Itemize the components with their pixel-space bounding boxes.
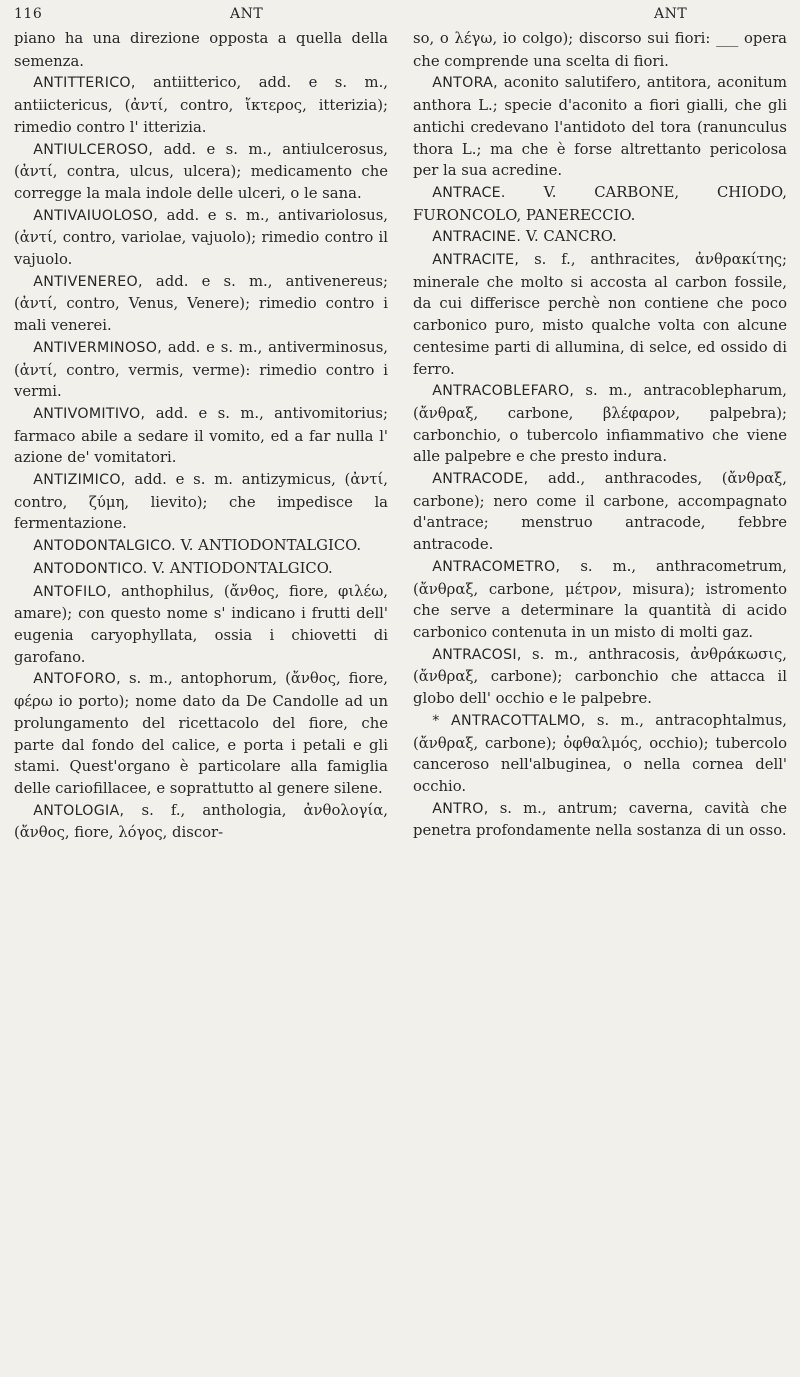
entry-headword: ANTIVENEREO, (33, 273, 143, 290)
entry-headword: ANTRACITE, (432, 252, 520, 269)
entry-headword: ANTIZIMICO, (33, 472, 126, 489)
entry-definition: antiitterico, add. e s. m., antiictericus, (ἀντί, contro, ἴκτερος, itterizia); rimedio contro l' itterizia. (14, 74, 388, 136)
entry-definition: add. e s. m., antiulcerosus, (ἀντί, contra, ulcus, ulcera); medicamento che corregge la mala indole delle ulceri, o le sana. (14, 140, 388, 202)
entry-headword: ANTORA, (432, 75, 498, 92)
dictionary-entry (14, 271, 388, 337)
page-number: 116 (14, 6, 43, 22)
dictionary-entry (14, 535, 388, 558)
entry-headword: ANTIULCEROSO, (33, 141, 154, 158)
entry-headword: ANTIVAIUOLOSO, (33, 207, 159, 224)
dictionary-entry (14, 668, 388, 799)
dictionary-entry (14, 581, 388, 669)
dictionary-entry (413, 72, 787, 182)
entry-headword: ANTOFILO, (33, 583, 112, 600)
dictionary-entry (413, 798, 787, 842)
entry-definition: add. e s. m. antizymicus, (ἀντί, contro, ζύμη, lievito); che impedisce la fermentazione. (14, 471, 388, 533)
entry-headword: * ANTRACOTTALMO, (432, 712, 586, 729)
entry-definition: s. m., antracophtalmus, (ἄνθραξ, carbone); ὀφθαλμός, occhio); tubercolo canceroso nell'albuginea, o nella cornea dell' occhio. (413, 711, 787, 795)
dictionary-entry (413, 468, 787, 556)
right-running-word: ANT (654, 6, 688, 22)
entry-headword: ANTOFORO, (33, 671, 121, 688)
entry-definition: V. ANTIODONTALGICO. (175, 537, 362, 555)
dictionary-entry (14, 337, 388, 403)
entry-headword: ANTOLOGIA, (33, 802, 125, 819)
entry-definition: s. m., antrum; caverna, cavità che penetra profondamente nella sostanza di un osso. (413, 799, 787, 840)
left-column (14, 28, 388, 844)
entry-definition: s. m., antophorum, (ἄνθος, fiore, φέρω io porto); nome dato da De Candolle ad un prolungamento del ricettacolo del fiore, che parte dal fondo del calice, e porta i petali e gli stami. Quest'organo è particolare alla famiglia delle cariofillacee, e soprattutto al genere silene. (14, 670, 388, 797)
entry-definition: so, o λέγω, io colgo); discorso sui fiori: ___ opera che comprende una scelta di fiori. (413, 30, 787, 70)
entry-definition: aconito salutifero, antitora, aconitum anthora L.; specie d'aconito a fiori gialli, che gli antichi credevano l'antidoto del tora (ranunculus thora L.; ma che è forse altrettanto pericolosa per la sua acredine. (413, 74, 787, 180)
entry-definition: s. m., anthracometrum, (ἄνθραξ, carbone, μέτρον, misura); istromento che serve a determinare la quantità di acido carbonico contenuta in un misto di molti gaz. (413, 557, 787, 641)
left-running-word: ANT (230, 6, 264, 22)
dictionary-entry (413, 182, 787, 226)
entry-headword: ANTRACOMETRO, (432, 558, 561, 575)
right-column (413, 28, 787, 842)
entry-headword: ANTRACOBLEFARO, (432, 383, 575, 400)
entry-headword: ANTODONTALGICO. (33, 538, 176, 555)
entry-definition: add. e s. m., antivariolosus, (ἀντί, contro, variolae, vajuolo); rimedio contro il vajuolo. (14, 206, 388, 269)
dictionary-entry (14, 205, 388, 271)
dictionary-entry (413, 644, 787, 710)
entry-headword: ANTIVERMINOSO, (33, 339, 163, 356)
dictionary-entry (14, 800, 388, 844)
dictionary-entry (413, 28, 787, 72)
entry-definition: s. m., antracoblepharum, (ἄνθραξ, carbone, βλέφαρον, palpebra); carbonchio, o tubercolo infiammativo che viene alle palpebre e che presto indura. (413, 382, 787, 466)
entry-headword: ANTITTERICO, (33, 75, 136, 92)
entry-headword: ANTRACE. (432, 184, 506, 201)
dictionary-entry (413, 380, 787, 468)
entry-definition: V. CARBONE, CHIODO, FURONCOLO, PANERECCIO. (413, 183, 787, 224)
dictionary-entry (14, 28, 388, 72)
entry-headword: ANTODONTICO. (33, 560, 148, 577)
dictionary-entry (14, 403, 388, 469)
entry-definition: add. e s. m., antivomitorius; farmaco abile a sedare il vomito, ed a far nulla l' azione de' vomitatori. (14, 404, 388, 467)
entry-headword: ANTRACODE, (432, 471, 529, 488)
dictionary-entry (413, 226, 787, 249)
entry-definition: anthophilus, (ἄνθος, fiore, φιλέω, amare); con questo nome s' indicano i frutti dell' eugenia caryophyllata, ossia i chiovetti di garofano. (14, 582, 388, 666)
entry-headword: ANTIVOMITIVO, (33, 405, 146, 422)
entry-definition: V. ANTIODONTALGICO. (147, 559, 333, 577)
entry-definition: s. m., anthracosis, ἀνθράκωσις, (ἄνθραξ, carbone); carbonchio che attacca il globo dell' occhio e le palpebre. (413, 645, 787, 708)
dictionary-entry (413, 249, 787, 380)
dictionary-entry (14, 558, 388, 581)
entry-definition: V. CANCRO. (521, 228, 617, 246)
dictionary-entry (413, 710, 787, 798)
entry-definition: piano ha una direzione opposta a quella della semenza. (14, 30, 388, 70)
entry-definition: add. e s. m., antivenereus; (ἀντί, contro, Venus, Venere); rimedio contro i mali venerei. (14, 272, 388, 335)
dictionary-entry (14, 139, 388, 205)
entry-headword: ANTRACOSI, (432, 646, 522, 663)
entry-headword: ANTRO, (432, 800, 489, 817)
entry-definition: add. e s. m., antiverminosus, (ἀντί, contro, vermis, verme): rimedio contro i vermi. (14, 338, 388, 401)
entry-definition: s. f., anthracites, ἀνθρακίτης; minerale che molto si accosta al carbon fossile, da cui differisce perchè non contiene che poco carbonico puro, misto qualche volta con alcune centesime parti di allumina, di selce, ed ossido di ferro. (413, 251, 787, 378)
entry-definition: add., anthracodes, (ἄνθραξ, carbone); nero come il carbone, accompagnato d'antrace; menstruo antracode, febbre antracode. (413, 470, 787, 554)
dictionary-entry (413, 556, 787, 644)
entry-headword: ANTRACINE. (432, 229, 522, 246)
dictionary-entry (14, 72, 388, 138)
dictionary-entry (14, 469, 388, 535)
entry-definition: s. f., anthologia, ἀνθολογία, (ἄνθος, fiore, λόγος, discor- (14, 801, 388, 842)
